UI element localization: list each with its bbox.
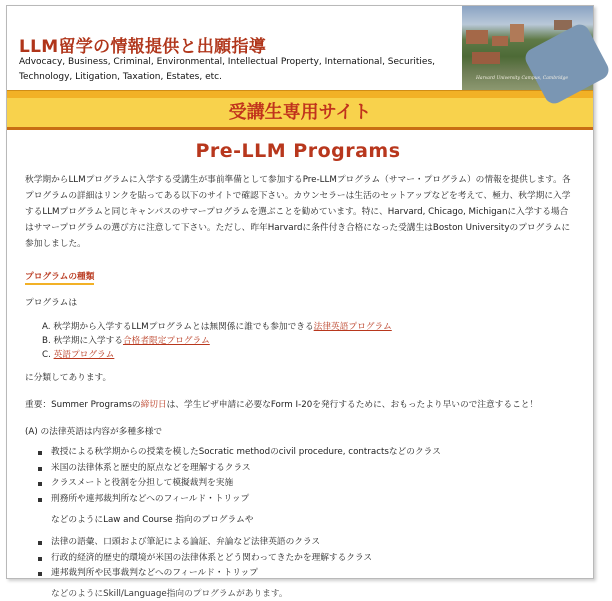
program-type-b-text: B. 秋学期に入学する xyxy=(42,336,123,346)
site-title: LLM留学の情報提供と出願指導 xyxy=(19,37,267,57)
program-type-b xyxy=(25,334,571,348)
list-item: 米国の法律体系と歴史的原点などを理解するクラス xyxy=(25,461,571,477)
banner-top-band xyxy=(7,90,593,98)
skill-language-bullets xyxy=(25,535,571,582)
site-header xyxy=(7,6,593,90)
english-program-link[interactable]: 英語プログラム xyxy=(53,350,115,360)
page-title: Pre-LLM Programs xyxy=(195,140,401,162)
program-type-c xyxy=(25,348,571,362)
admitted-only-program-link[interactable]: 合格者限定プログラム xyxy=(122,336,210,346)
intro-paragraph: 秋学期からLLMプログラムに入学する受講生が事前準備として参加するPre-LLMプログラム（サマー・プログラム）の情報を提供します。各プログラムの詳細はリンクを貼ってある以下のサイトで確認下さい。カウンセラーは生活のセットアップなどを考えて、極力、秋学期に入学するLLMプログラムと同じキャンパスのサマープログラムを選ぶことを勧めています。特に、Harvard, Chicago, Michiganに入学する場合はサマープログラムの選び方に注意して下さい。ただし、昨年Harvardに条件付き合格になった受講生はBoston Universityのプログラムに参加しました。 xyxy=(25,175,571,249)
program-type-a-text: A. 秋学期から入学するLLMプログラムとは無関係に誰でも参加できる xyxy=(42,322,314,332)
list-item: 連邦裁判所や民事裁判などへのフィールド・トリップ xyxy=(25,566,571,582)
notice-suffix: は、学生ビザ申請に必要なForm I-20を発行するために、おもったより早いので注意すること！ xyxy=(166,400,539,410)
deadline-notice xyxy=(25,399,571,412)
page-frame xyxy=(6,5,594,599)
legal-english-heading: (A) の法律英語は内容が多種多様で xyxy=(25,427,163,437)
photo-caption: Harvard University Campus, Cambridge xyxy=(476,76,569,81)
site-description: Advocacy, Business, Criminal, Environmental, Intellectual Property, International, Securities, Technology, Litigation, Taxation, Estates, etc. xyxy=(19,57,436,82)
banner: 受講生専用サイト xyxy=(7,98,593,130)
deadline-highlight: 締切日 xyxy=(140,400,167,410)
classified-text: に分類してあります。 xyxy=(25,373,112,383)
program-type-c-text: C. xyxy=(42,350,54,360)
list-item: 教授による秋学期からの授業を模したSocratic methodのcivil procedure, contractsなどのクラス xyxy=(25,445,571,461)
campus-photo xyxy=(462,6,593,90)
section-heading-program-types: プログラムの種類 xyxy=(25,270,94,285)
legal-english-program-link[interactable]: 法律英語プログラム xyxy=(313,322,392,332)
law-course-summary: などのようにLaw and Course 指向のプログラムや xyxy=(51,515,254,525)
programs-lead: プログラムは xyxy=(25,298,78,308)
list-item: クラスメートと役割を分担して模擬裁判を実施 xyxy=(25,476,571,492)
list-item: 法律の語彙、口頭および筆記による論証、弁論など法律英語のクラス xyxy=(25,535,571,551)
program-type-list xyxy=(25,320,571,362)
notice-prefix: 重要：Summer Programsの xyxy=(25,400,141,410)
skill-language-summary: などのようにSkill/Language指向のプログラムがあります。 xyxy=(51,588,288,599)
list-item: 行政的経済的歴史的環境が米国の法律体系とどう関わってきたかを理解するクラス xyxy=(25,551,571,567)
program-type-a xyxy=(25,320,571,334)
law-course-bullets xyxy=(25,445,571,507)
list-item: 刑務所や連邦裁判所などへのフィールド・トリップ xyxy=(25,492,571,508)
main-content xyxy=(7,140,593,601)
